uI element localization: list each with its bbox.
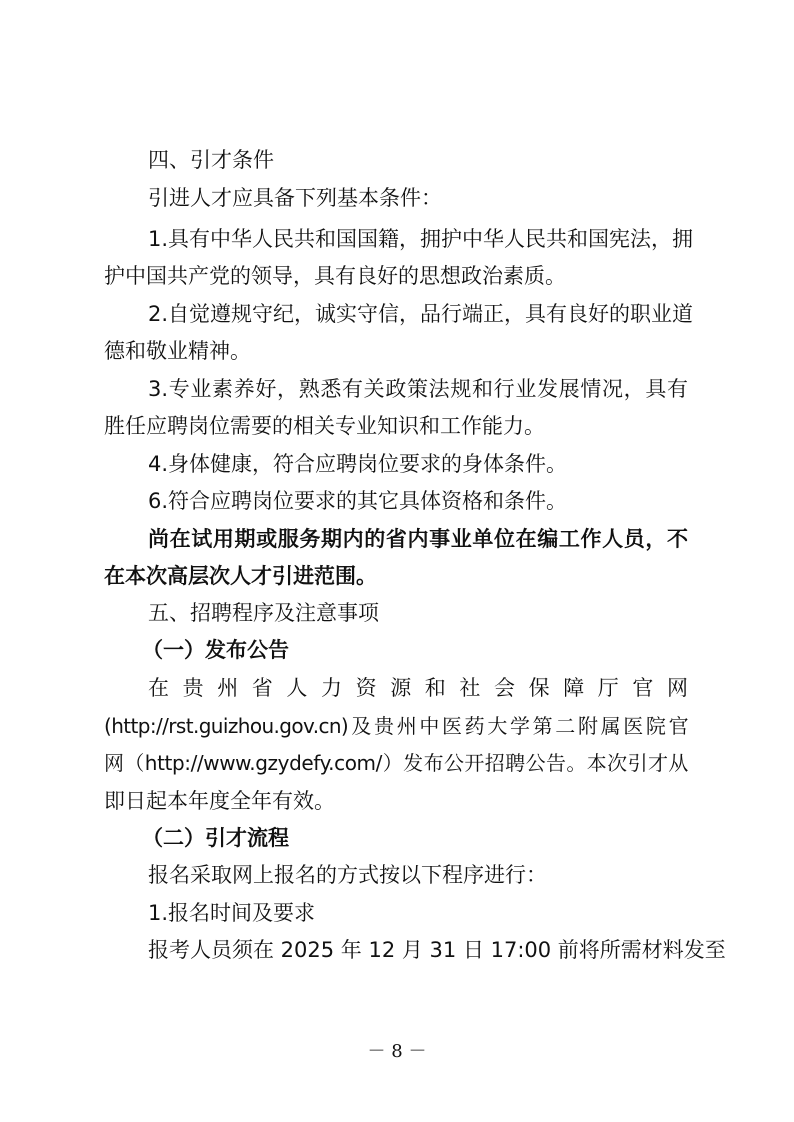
paragraph-line: (http://rst.guizhou.gov.cn)及贵州中医药大学第二附属医院官: [104, 714, 688, 738]
paragraph-line: 在贵州省人力资源和社会保障厅官网: [148, 676, 688, 700]
paragraph-line: 2.自觉遵规守纪，诚实守信，品行端正，具有良好的职业道: [148, 302, 694, 326]
paragraph-line: 3.专业素养好，熟悉有关政策法规和行业发展情况，具有: [148, 377, 688, 401]
paragraph-line: 报考人员须在 2025 年 12 月 31 日 17:00 前将所需材料发至: [148, 938, 726, 962]
emphasis-line: 尚在试用期或服务期内的省内事业单位在编工作人员，不: [148, 527, 688, 551]
paragraph-line: 德和敬业精神。: [104, 339, 251, 363]
page-number: － 8 －: [367, 1041, 427, 1062]
paragraph-line: 即日起本年度全年有效。: [104, 789, 335, 813]
section-heading-five: 五、招聘程序及注意事项: [148, 601, 379, 625]
paragraph-line: 1.报名时间及要求: [148, 901, 316, 925]
paragraph-line: 引进人才应具备下列基本条件：: [148, 186, 442, 210]
subsection-heading: （一）发布公告: [142, 638, 289, 662]
paragraph-line: 报名采取网上报名的方式按以下程序进行：: [148, 863, 547, 887]
paragraph-line: 护中国共产党的领导，具有良好的思想政治素质。: [104, 264, 566, 288]
paragraph-line: 4.身体健康，符合应聘岗位要求的身体条件。: [148, 452, 568, 476]
emphasis-line: 在本次高层次人才引进范围。: [104, 564, 377, 588]
paragraph-line: 1.具有中华人民共和国国籍，拥护中华人民共和国宪法，拥: [148, 227, 694, 251]
section-heading-four: 四、引才条件: [148, 148, 274, 172]
paragraph-line: 网（http://www.gzydefy.com/）发布公开招聘公告。本次引才从: [104, 751, 688, 775]
paragraph-line: 胜任应聘岗位需要的相关专业知识和工作能力。: [104, 414, 545, 438]
paragraph-line: 6.符合应聘岗位要求的其它具体资格和条件。: [148, 489, 568, 513]
subsection-heading: （二）引才流程: [142, 826, 289, 850]
